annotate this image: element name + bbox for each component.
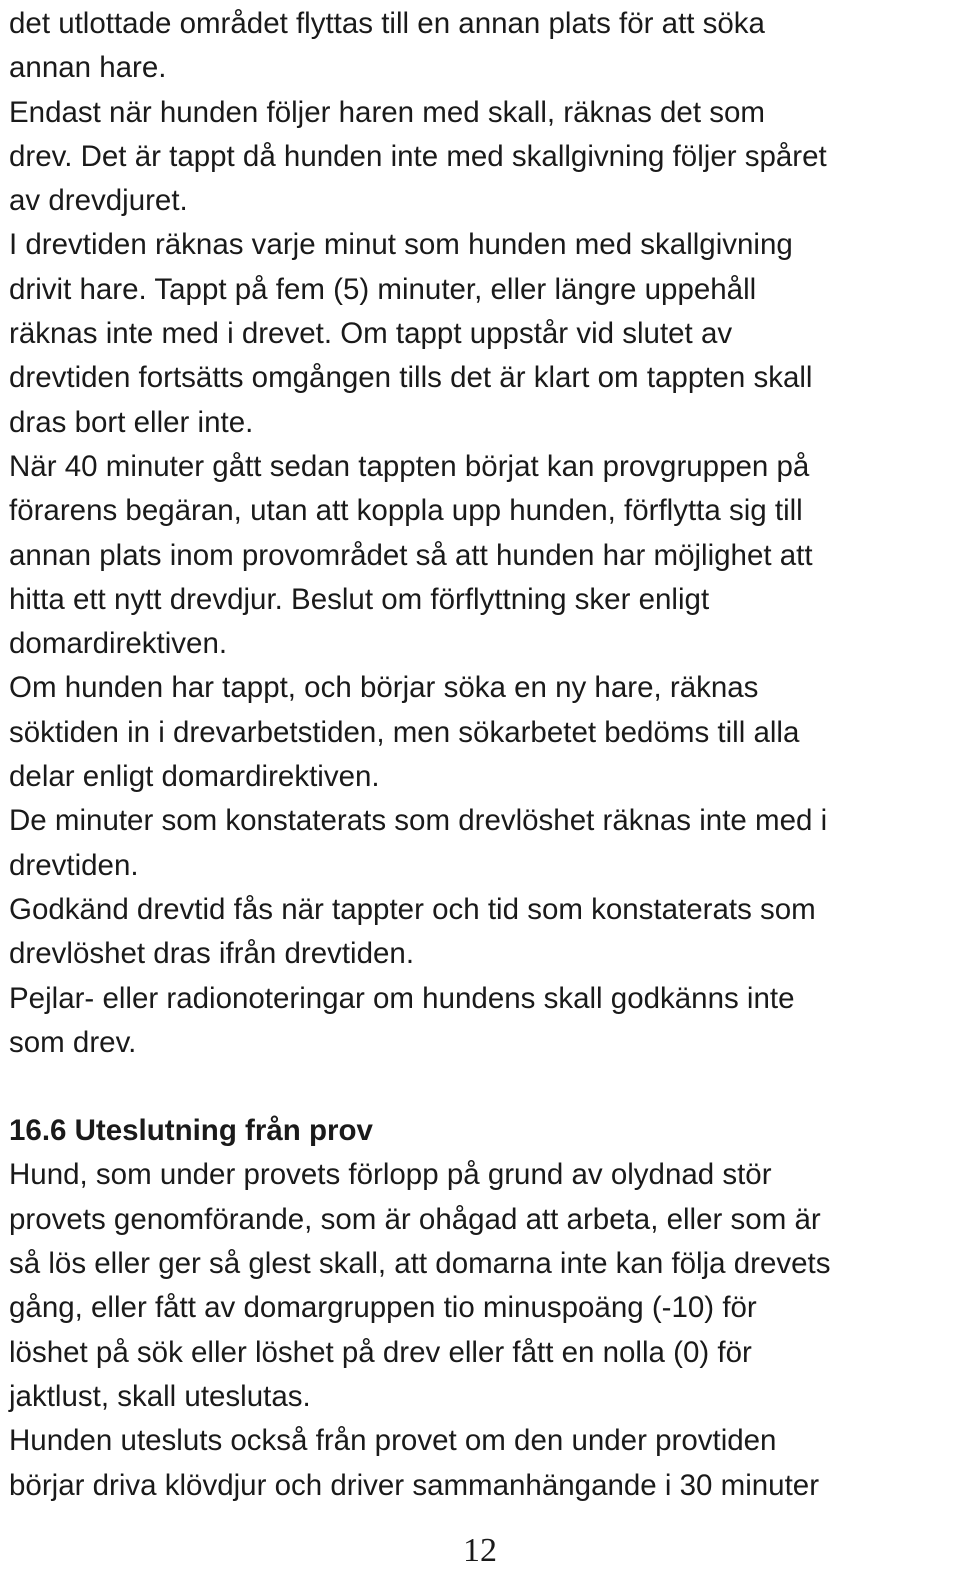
section-spacer [9, 1065, 959, 1109]
page-content [9, 2, 959, 1508]
text-line: delar enligt domardirektiven. [9, 760, 380, 794]
text-line: annan hare. [9, 51, 167, 85]
text-line: söktiden in i drevarbetstiden, men sökarbetet bedöms till alla [9, 715, 800, 749]
section-paragraph-2 [9, 1419, 959, 1508]
paragraph-1 [9, 2, 959, 91]
paragraph-3 [9, 223, 959, 444]
page-number: 12 [463, 1532, 497, 1569]
text-line: drevlöshet dras ifrån drevtiden. [9, 937, 415, 971]
text-line: jaktlust, skall uteslutas. [9, 1379, 311, 1413]
text-line: så lös eller ger så glest skall, att domarna inte kan följa drevets [9, 1247, 831, 1281]
text-line: räknas inte med i drevet. Om tappt uppstår vid slutet av [9, 317, 733, 351]
text-line: Endast när hunden följer haren med skall, räknas det som [9, 95, 765, 129]
paragraph-6 [9, 799, 959, 888]
text-line: I drevtiden räknas varje minut som hunden med skallgivning [9, 228, 793, 262]
text-line: drivit hare. Tappt på fem (5) minuter, eller längre uppehåll [9, 272, 757, 306]
text-line: drevtiden fortsätts omgången tills det är klart om tappten skall [9, 361, 813, 395]
paragraph-8 [9, 977, 959, 1066]
paragraph-5 [9, 666, 959, 799]
text-line: drevtiden. [9, 848, 139, 882]
text-line: När 40 minuter gått sedan tappten börjat kan provgruppen på [9, 449, 810, 483]
text-line: det utlottade området flyttas till en annan plats för att söka [9, 7, 765, 40]
text-line: Hunden utesluts också från provet om den under provtiden [9, 1424, 777, 1458]
text-line: hitta ett nytt drevdjur. Beslut om förflyttning sker enligt [9, 582, 710, 616]
text-line: som drev. [9, 1025, 137, 1059]
section-heading: 16.6 Uteslutning från prov [9, 1114, 373, 1148]
text-line: Godkänd drevtid fås när tappter och tid som konstaterats som [9, 892, 816, 926]
paragraph-2 [9, 91, 959, 224]
text-line: gång, eller fått av domargruppen tio minuspoäng (-10) för [9, 1291, 757, 1325]
text-line: provets genomförande, som är ohågad att arbeta, eller som är [9, 1202, 821, 1236]
text-line: Om hunden har tappt, och börjar söka en ny hare, räknas [9, 671, 759, 705]
text-line: av drevdjuret. [9, 184, 188, 218]
text-line: annan plats inom provområdet så att hunden har möjlighet att [9, 538, 813, 572]
text-line: De minuter som konstaterats som drevlöshet räknas inte med i [9, 804, 828, 838]
text-line: förarens begäran, utan att koppla upp hunden, förflytta sig till [9, 494, 803, 528]
text-line: dras bort eller inte. [9, 405, 254, 439]
text-line: Pejlar- eller radionoteringar om hundens skall godkänns inte [9, 981, 795, 1015]
text-line: börjar driva klövdjur och driver sammanhängande i 30 minuter [9, 1468, 820, 1502]
text-line: löshet på sök eller löshet på drev eller fått en nolla (0) för [9, 1335, 752, 1369]
text-line: domardirektiven. [9, 627, 228, 661]
section-paragraph-1 [9, 1153, 959, 1419]
text-line: Hund, som under provets förlopp på grund av olydnad stör [9, 1158, 772, 1192]
paragraph-7 [9, 888, 959, 977]
text-line: drev. Det är tappt då hunden inte med skallgivning följer spåret [9, 139, 827, 173]
paragraph-4 [9, 445, 959, 666]
